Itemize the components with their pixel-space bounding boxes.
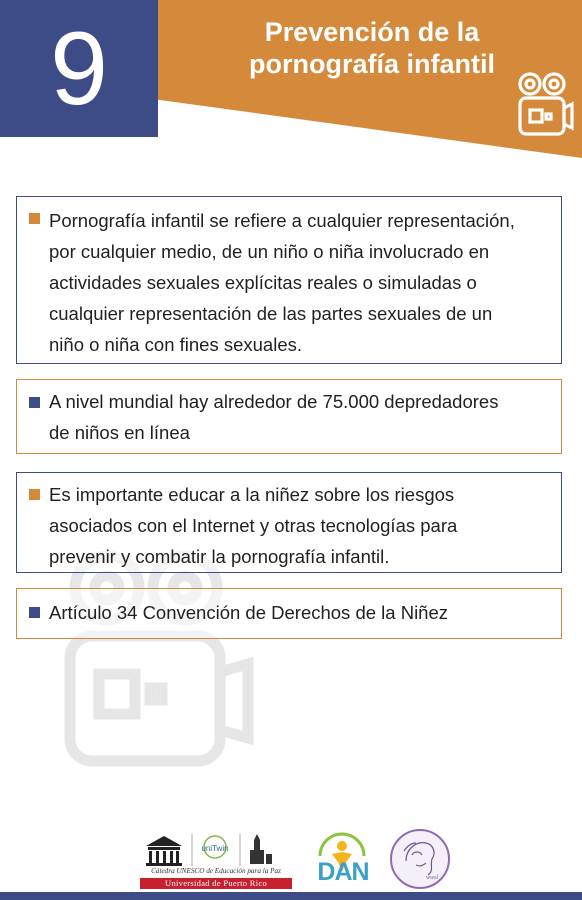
bottom-bar xyxy=(0,892,582,900)
page-title-line-1: Prevención de la xyxy=(264,17,480,47)
card-line: de niños en línea xyxy=(49,422,190,443)
square-bullet-icon xyxy=(29,607,40,618)
section-number-box xyxy=(0,0,158,137)
card-line: A nivel mundial hay alrededor de 75.000 depredadores xyxy=(49,391,499,412)
profile-drawing-icon xyxy=(392,831,447,886)
university-label: Universidad de Puerto Rico xyxy=(140,878,292,889)
unitwin-label: uniTwin xyxy=(201,844,229,853)
card-line: asociados con el Internet y otras tecnologías para xyxy=(49,515,458,536)
square-bullet-icon xyxy=(29,397,40,408)
card-line: Es importante educar a la niñez sobre los riesgos xyxy=(49,484,455,505)
square-bullet-icon xyxy=(29,213,40,224)
camera-watermark-icon xyxy=(55,548,260,773)
dan-label: DAN xyxy=(317,858,369,886)
wwsl-label: wwsl xyxy=(426,875,439,881)
section-number: 9 xyxy=(50,10,108,127)
card-line: actividades sexuales explícitas reales o simuladas o xyxy=(49,272,477,293)
info-card-statistic xyxy=(16,379,562,454)
info-card-definition xyxy=(16,196,562,364)
card-line: por cualquier medio, de un niño o niña involucrado en xyxy=(49,241,490,262)
card-line: niño o niña con fines sexuales. xyxy=(49,334,303,355)
page-title xyxy=(172,16,572,80)
card-line: prevenir y combatir la pornografía infantil. xyxy=(49,546,390,567)
camera-icon xyxy=(514,70,576,140)
page-title-line-2: pornografía infantil xyxy=(249,49,495,79)
card-line: cualquier representación de las partes sexuales de un xyxy=(49,303,493,324)
square-bullet-icon xyxy=(29,489,40,500)
wwsl-circle-logo xyxy=(390,829,450,889)
info-card-education xyxy=(16,472,562,573)
card-line: Artículo 34 Convención de Derechos de la Niñez xyxy=(49,602,449,623)
info-card-article xyxy=(16,588,562,639)
catedra-caption: Cátedra UNESCO de Educación para la Paz xyxy=(151,867,281,875)
card-line: Pornografía infantil se refiere a cualquier representación, xyxy=(49,210,515,231)
